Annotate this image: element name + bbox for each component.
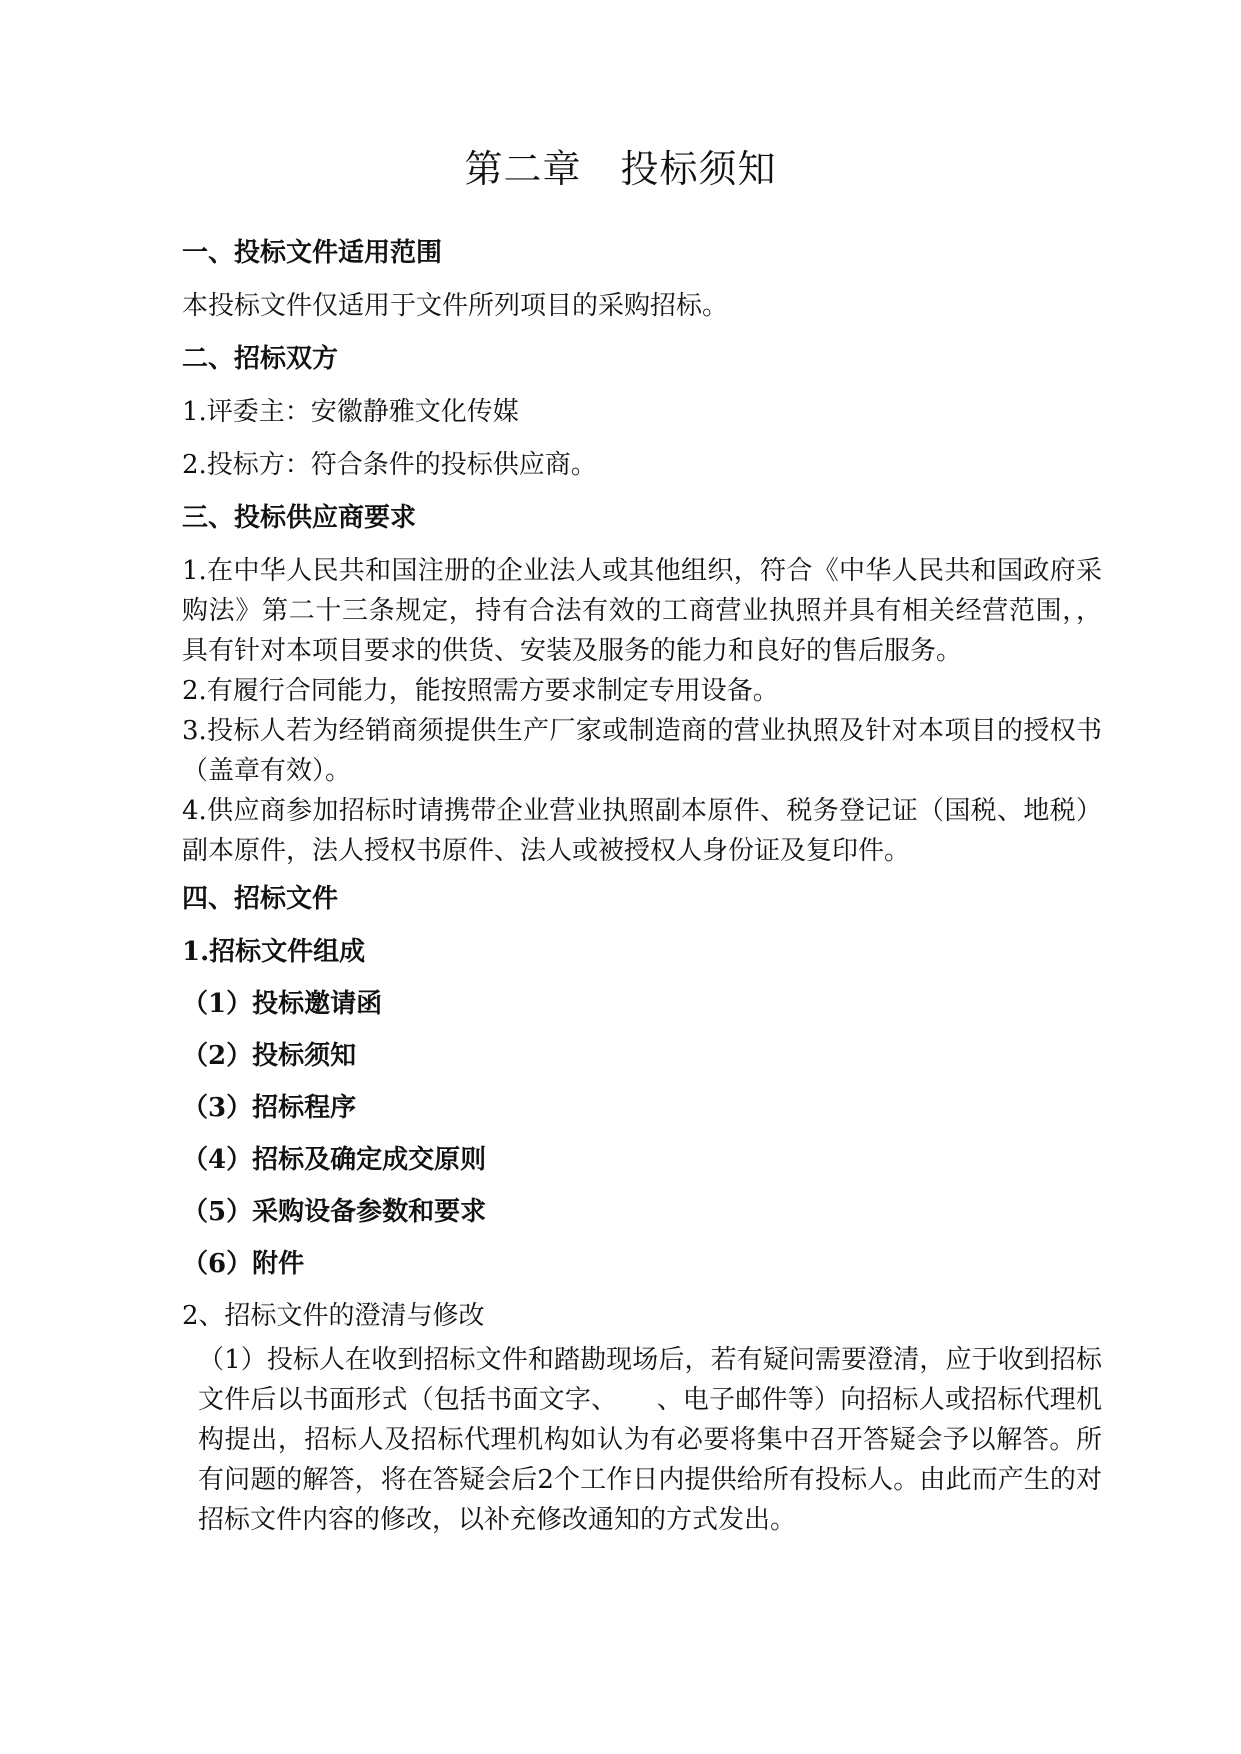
requirement-item-1: 1.在中华人民共和国注册的企业法人或其他组织，符合《中华人民共和国政府采购法》第二十三条规定，持有合法有效的工商营业执照并具有相关经营范围，，具有针对本项目要求的供货、安装及服务的能力和良好的售后服务。 — [182, 556, 1102, 666]
clarification-text: （1）投标人在收到招标文件和踏勘现场后，若有疑问需要澄清，应于收到招标文件后以书面形式（包括书面文字、 、电子邮件等）向招标人或招标代理机构提出，招标人及招标代理机构如认为有必要将集中召开答疑会予以解答。所有问题的解答，将在答疑会后2个工作日内提供给所有投标人。由此而产生的对招标文件内容的修改，以补充修改通知的方式发出。 — [198, 1345, 1102, 1535]
requirement-item-3: 3.投标人若为经销商须提供生产厂家或制造商的营业执照及针对本项目的授权书（盖章有效）。 — [182, 716, 1102, 786]
section-heading-tender-documents: 四、招标文件 — [182, 884, 339, 914]
requirement-item-4: 4.供应商参加招标时请携带企业营业执照副本原件、税务登记证（国税、地税）副本原件，法人授权书原件、法人或被授权人身份证及复印件。 — [182, 796, 1102, 866]
parties-item-2: 2.投标方：符合条件的投标供应商。 — [182, 450, 597, 480]
section-heading-scope: 一、投标文件适用范围 — [182, 238, 443, 268]
document-body — [182, 233, 1102, 1540]
parties-item-1: 1.评委主：安徽静雅文化传媒 — [182, 397, 519, 427]
requirement-item-2: 2.有履行合同能力，能按照需方要求制定专用设备。 — [182, 676, 779, 706]
clarification-heading: 2、招标文件的澄清与修改 — [182, 1301, 485, 1331]
scope-text: 本投标文件仅适用于文件所列项目的采购招标。 — [182, 291, 729, 321]
composition-list-item: （2）投标须知 — [182, 1041, 357, 1071]
tender-docs-composition-heading: 1.招标文件组成 — [182, 937, 366, 967]
composition-list-item: （1）投标邀请函 — [182, 989, 383, 1019]
composition-list-item: （4）招标及确定成交原则 — [182, 1145, 487, 1175]
section-heading-supplier-requirements: 三、投标供应商要求 — [182, 503, 417, 533]
chapter-title: 第二章 投标须知 — [464, 147, 777, 191]
section-heading-parties: 二、招标双方 — [182, 344, 339, 374]
composition-list-item: （5）采购设备参数和要求 — [182, 1197, 487, 1227]
composition-list-item: （3）招标程序 — [182, 1093, 357, 1123]
composition-list-item: （6）附件 — [182, 1249, 305, 1279]
